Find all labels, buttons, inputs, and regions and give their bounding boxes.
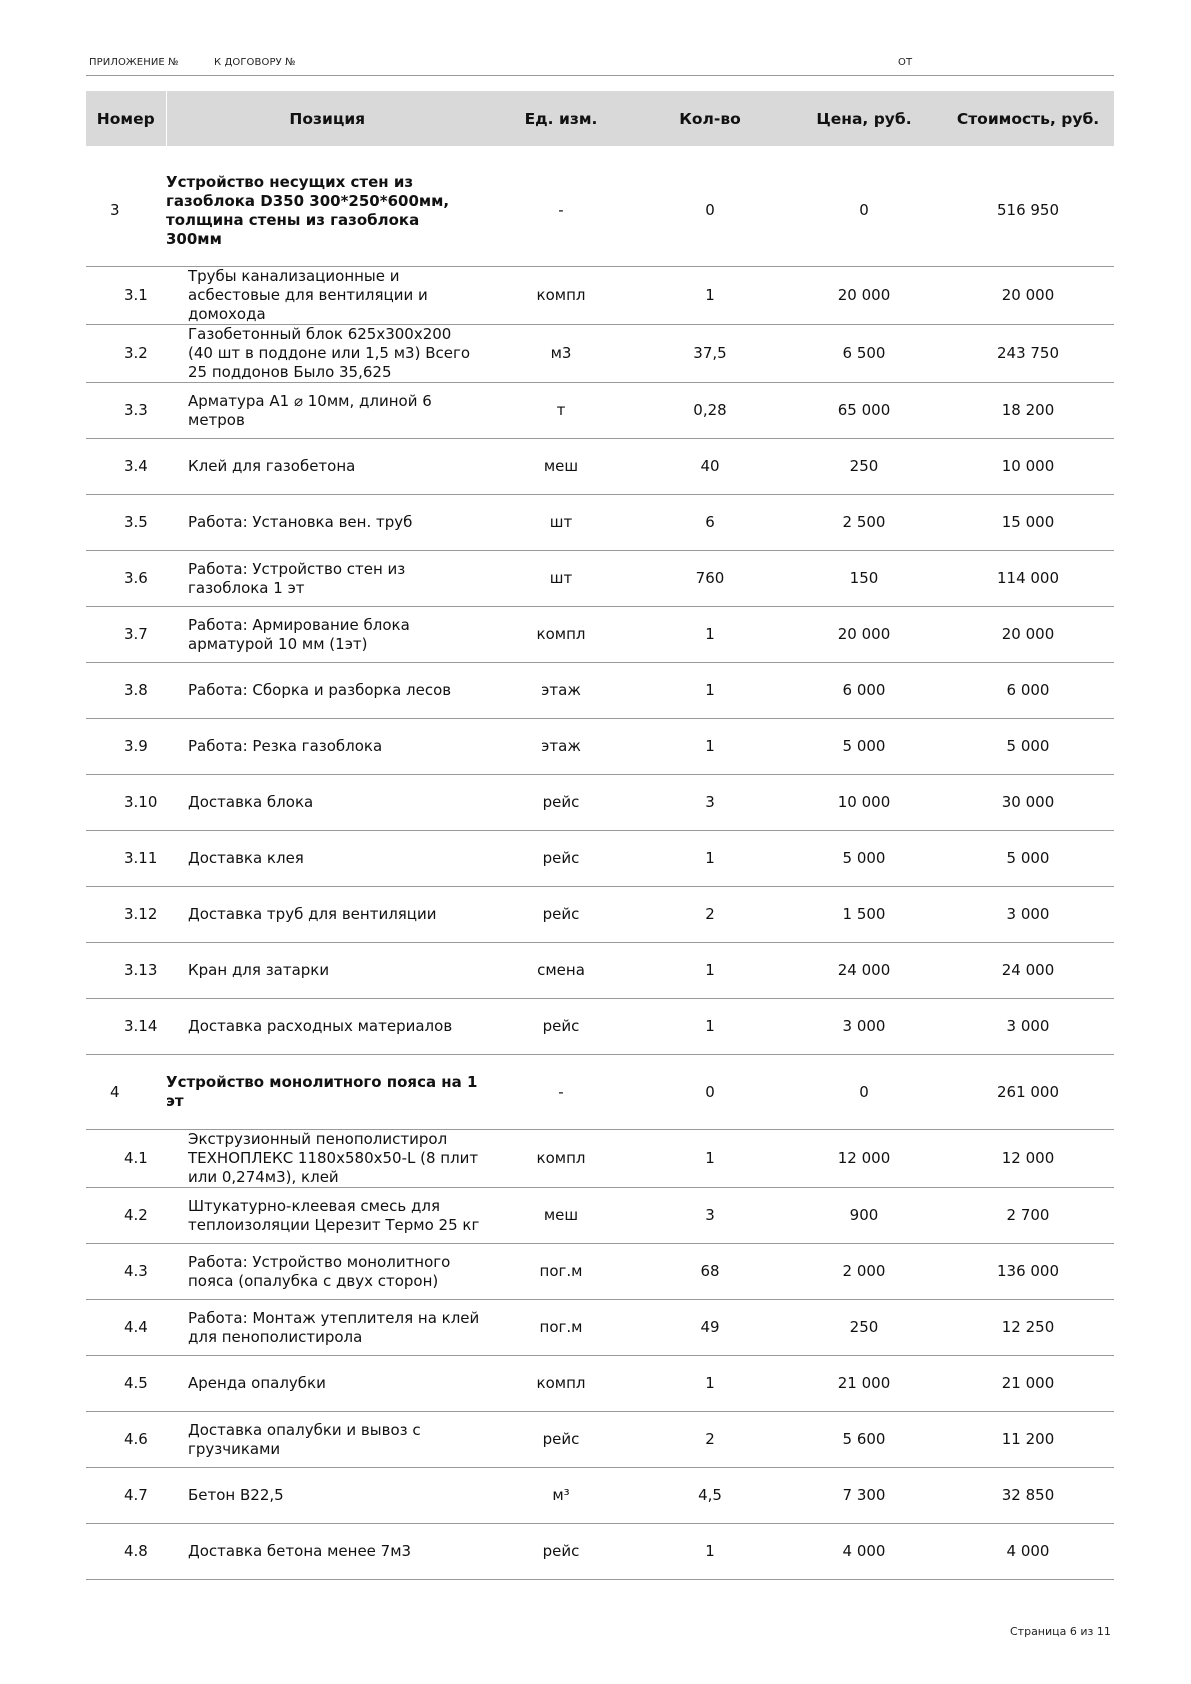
cell-price: 20 000: [786, 607, 942, 663]
cell-price: 250: [786, 439, 942, 495]
cell-position: Работа: Установка вен. труб: [166, 495, 488, 551]
cell-cost: 12 250: [942, 1300, 1114, 1356]
cell-position: Работа: Армирование блока арматурой 10 мм (1эт): [166, 607, 488, 663]
cell-quantity: 1: [634, 943, 786, 999]
cell-unit: рейс: [488, 887, 634, 943]
cell-price: 5 000: [786, 719, 942, 775]
cell-number: 3.7: [86, 607, 166, 663]
cell-price: 0: [786, 155, 942, 267]
cell-unit: м3: [488, 325, 634, 383]
cell-cost: 136 000: [942, 1244, 1114, 1300]
cell-cost: 5 000: [942, 719, 1114, 775]
cell-position: Работа: Резка газоблока: [166, 719, 488, 775]
cell-price: 3 000: [786, 999, 942, 1055]
column-header-number: Номер: [86, 91, 166, 146]
contract-label: К ДОГОВОРУ №: [214, 57, 296, 68]
cell-price: 5 000: [786, 831, 942, 887]
appendix-label: ПРИЛОЖЕНИЕ №: [89, 57, 179, 68]
cell-price: 0: [786, 1055, 942, 1130]
cell-cost: 6 000: [942, 663, 1114, 719]
cell-quantity: 1: [634, 1130, 786, 1188]
cell-number: 3.3: [86, 383, 166, 439]
cell-quantity: 1: [634, 1524, 786, 1580]
cell-number: 3.2: [86, 325, 166, 383]
cell-position: Устройство монолитного пояса на 1 эт: [166, 1055, 488, 1130]
cell-position: Аренда опалубки: [166, 1356, 488, 1412]
cell-quantity: 1: [634, 999, 786, 1055]
cell-cost: 516 950: [942, 155, 1114, 267]
cell-quantity: 40: [634, 439, 786, 495]
page-number: Страница 6 из 11: [1010, 1625, 1111, 1638]
cell-position: Доставка опалубки и вывоз с грузчиками: [166, 1412, 488, 1468]
cell-cost: 18 200: [942, 383, 1114, 439]
cell-unit: рейс: [488, 831, 634, 887]
table-row: [86, 383, 1114, 439]
cell-position: Клей для газобетона: [166, 439, 488, 495]
table-row: [86, 607, 1114, 663]
cell-price: 2 500: [786, 495, 942, 551]
cell-number: 3.14: [86, 999, 166, 1055]
table-row: [86, 663, 1114, 719]
cell-price: 65 000: [786, 383, 942, 439]
cell-quantity: 37,5: [634, 325, 786, 383]
cell-unit: пог.м: [488, 1244, 634, 1300]
cell-quantity: 49: [634, 1300, 786, 1356]
table-row: [86, 775, 1114, 831]
cell-position: Доставка расходных материалов: [166, 999, 488, 1055]
cell-cost: 5 000: [942, 831, 1114, 887]
cell-unit: рейс: [488, 1524, 634, 1580]
column-header-price: Цена, руб.: [786, 91, 942, 146]
cell-number: 4.6: [86, 1412, 166, 1468]
cell-quantity: 1: [634, 267, 786, 325]
cell-unit: -: [488, 1055, 634, 1130]
cell-position: Трубы канализационные и асбестовые для вентиляции и домохода: [166, 267, 488, 325]
cell-unit: компл: [488, 1130, 634, 1188]
cell-quantity: 0,28: [634, 383, 786, 439]
cell-quantity: 4,5: [634, 1468, 786, 1524]
column-header-unit: Ед. изм.: [488, 91, 634, 146]
cell-number: 3.9: [86, 719, 166, 775]
cell-quantity: 3: [634, 1188, 786, 1244]
cell-cost: 4 000: [942, 1524, 1114, 1580]
cell-cost: 114 000: [942, 551, 1114, 607]
table-row: [86, 831, 1114, 887]
cell-cost: 32 850: [942, 1468, 1114, 1524]
cell-cost: 20 000: [942, 607, 1114, 663]
table-row: [86, 1300, 1114, 1356]
cell-quantity: 1: [634, 719, 786, 775]
cell-number: 3.11: [86, 831, 166, 887]
cell-unit: т: [488, 383, 634, 439]
section-row: [86, 1055, 1114, 1130]
cell-position: Штукатурно-клеевая смесь для теплоизоляции Церезит Термо 25 кг: [166, 1188, 488, 1244]
cell-quantity: 0: [634, 155, 786, 267]
cell-position: Бетон В22,5: [166, 1468, 488, 1524]
cell-position: Кран для затарки: [166, 943, 488, 999]
cell-price: 2 000: [786, 1244, 942, 1300]
cell-unit: смена: [488, 943, 634, 999]
table-row: [86, 719, 1114, 775]
cell-unit: меш: [488, 1188, 634, 1244]
cell-number: 4.5: [86, 1356, 166, 1412]
cell-price: 1 500: [786, 887, 942, 943]
cell-number: 3.6: [86, 551, 166, 607]
cell-unit: меш: [488, 439, 634, 495]
cell-unit: этаж: [488, 663, 634, 719]
cell-number: 3.5: [86, 495, 166, 551]
cell-unit: шт: [488, 495, 634, 551]
estimate-table: [86, 91, 1114, 1580]
cell-quantity: 6: [634, 495, 786, 551]
cell-quantity: 3: [634, 775, 786, 831]
cell-position: Арматура А1 ⌀ 10мм, длиной 6 метров: [166, 383, 488, 439]
cell-quantity: 2: [634, 1412, 786, 1468]
cell-position: Работа: Монтаж утеплителя на клей для пенополистирола: [166, 1300, 488, 1356]
cell-unit: компл: [488, 607, 634, 663]
cell-unit: этаж: [488, 719, 634, 775]
table-row: [86, 1412, 1114, 1468]
cell-number: 3: [86, 155, 166, 267]
cell-number: 4.3: [86, 1244, 166, 1300]
column-header-quantity: Кол-во: [634, 91, 786, 146]
cell-position: Экструзионный пенополистирол ТЕХНОПЛЕКС 1180х580х50-L (8 плит или 0,274м3), клей: [166, 1130, 488, 1188]
table-row: [86, 943, 1114, 999]
table-row: [86, 1524, 1114, 1580]
cell-cost: 24 000: [942, 943, 1114, 999]
cell-price: 6 000: [786, 663, 942, 719]
cell-quantity: 1: [634, 831, 786, 887]
cell-number: 3.12: [86, 887, 166, 943]
column-header-position: Позиция: [166, 91, 488, 146]
cell-price: 10 000: [786, 775, 942, 831]
cell-price: 12 000: [786, 1130, 942, 1188]
cell-position: Доставка блока: [166, 775, 488, 831]
cell-price: 4 000: [786, 1524, 942, 1580]
cell-position: Работа: Сборка и разборка лесов: [166, 663, 488, 719]
cell-cost: 3 000: [942, 999, 1114, 1055]
cell-price: 7 300: [786, 1468, 942, 1524]
cell-unit: рейс: [488, 1412, 634, 1468]
cell-position: Газобетонный блок 625х300х200 (40 шт в поддоне или 1,5 м3) Всего 25 поддонов Было 35,625: [166, 325, 488, 383]
cell-quantity: 2: [634, 887, 786, 943]
cell-cost: 11 200: [942, 1412, 1114, 1468]
document-header: [86, 53, 1114, 76]
from-label: ОТ: [898, 57, 913, 68]
cell-cost: 30 000: [942, 775, 1114, 831]
table-body: [86, 146, 1114, 1580]
cell-number: 4.4: [86, 1300, 166, 1356]
section-row: [86, 155, 1114, 267]
table-header: [86, 91, 1114, 146]
table-row: [86, 999, 1114, 1055]
cell-cost: 21 000: [942, 1356, 1114, 1412]
table-row: [86, 267, 1114, 325]
cell-quantity: 1: [634, 607, 786, 663]
cell-position: Работа: Устройство монолитного пояса (опалубка с двух сторон): [166, 1244, 488, 1300]
cell-cost: 261 000: [942, 1055, 1114, 1130]
column-header-cost: Стоимость, руб.: [942, 91, 1114, 146]
table-row: [86, 1130, 1114, 1188]
cell-unit: -: [488, 155, 634, 267]
cell-quantity: 1: [634, 1356, 786, 1412]
cell-price: 250: [786, 1300, 942, 1356]
cell-quantity: 68: [634, 1244, 786, 1300]
cell-number: 3.8: [86, 663, 166, 719]
cell-cost: 3 000: [942, 887, 1114, 943]
cell-quantity: 760: [634, 551, 786, 607]
cell-price: 21 000: [786, 1356, 942, 1412]
cell-position: Доставка бетона менее 7м3: [166, 1524, 488, 1580]
cell-unit: рейс: [488, 775, 634, 831]
cell-number: 4: [86, 1055, 166, 1130]
cell-unit: рейс: [488, 999, 634, 1055]
cell-unit: компл: [488, 1356, 634, 1412]
cell-price: 24 000: [786, 943, 942, 999]
cell-quantity: 0: [634, 1055, 786, 1130]
cell-position: Доставка клея: [166, 831, 488, 887]
cell-cost: 2 700: [942, 1188, 1114, 1244]
cell-number: 3.13: [86, 943, 166, 999]
cell-unit: шт: [488, 551, 634, 607]
spacer-row: [86, 146, 1114, 155]
cell-quantity: 1: [634, 663, 786, 719]
cell-cost: 15 000: [942, 495, 1114, 551]
cell-unit: пог.м: [488, 1300, 634, 1356]
table-row: [86, 1356, 1114, 1412]
cell-price: 6 500: [786, 325, 942, 383]
table-row: [86, 551, 1114, 607]
cell-position: Работа: Устройство стен из газоблока 1 эт: [166, 551, 488, 607]
cell-position: Устройство несущих стен из газоблока D350 300*250*600мм, толщина стены из газоблока 300мм: [166, 155, 488, 267]
cell-price: 900: [786, 1188, 942, 1244]
table-row: [86, 1188, 1114, 1244]
table-row: [86, 439, 1114, 495]
spacer-cell: [86, 146, 1114, 155]
cell-unit: м³: [488, 1468, 634, 1524]
cell-position: Доставка труб для вентиляции: [166, 887, 488, 943]
cell-cost: 20 000: [942, 267, 1114, 325]
table-row: [86, 1468, 1114, 1524]
table-row: [86, 1244, 1114, 1300]
cell-number: 3.10: [86, 775, 166, 831]
cell-number: 3.4: [86, 439, 166, 495]
cell-price: 150: [786, 551, 942, 607]
cell-cost: 243 750: [942, 325, 1114, 383]
table-row: [86, 887, 1114, 943]
cell-price: 20 000: [786, 267, 942, 325]
cell-cost: 12 000: [942, 1130, 1114, 1188]
cell-number: 4.2: [86, 1188, 166, 1244]
cell-number: 4.7: [86, 1468, 166, 1524]
cell-price: 5 600: [786, 1412, 942, 1468]
cell-number: 4.8: [86, 1524, 166, 1580]
cell-unit: компл: [488, 267, 634, 325]
table-row: [86, 325, 1114, 383]
cell-number: 4.1: [86, 1130, 166, 1188]
table-row: [86, 495, 1114, 551]
cell-cost: 10 000: [942, 439, 1114, 495]
cell-number: 3.1: [86, 267, 166, 325]
